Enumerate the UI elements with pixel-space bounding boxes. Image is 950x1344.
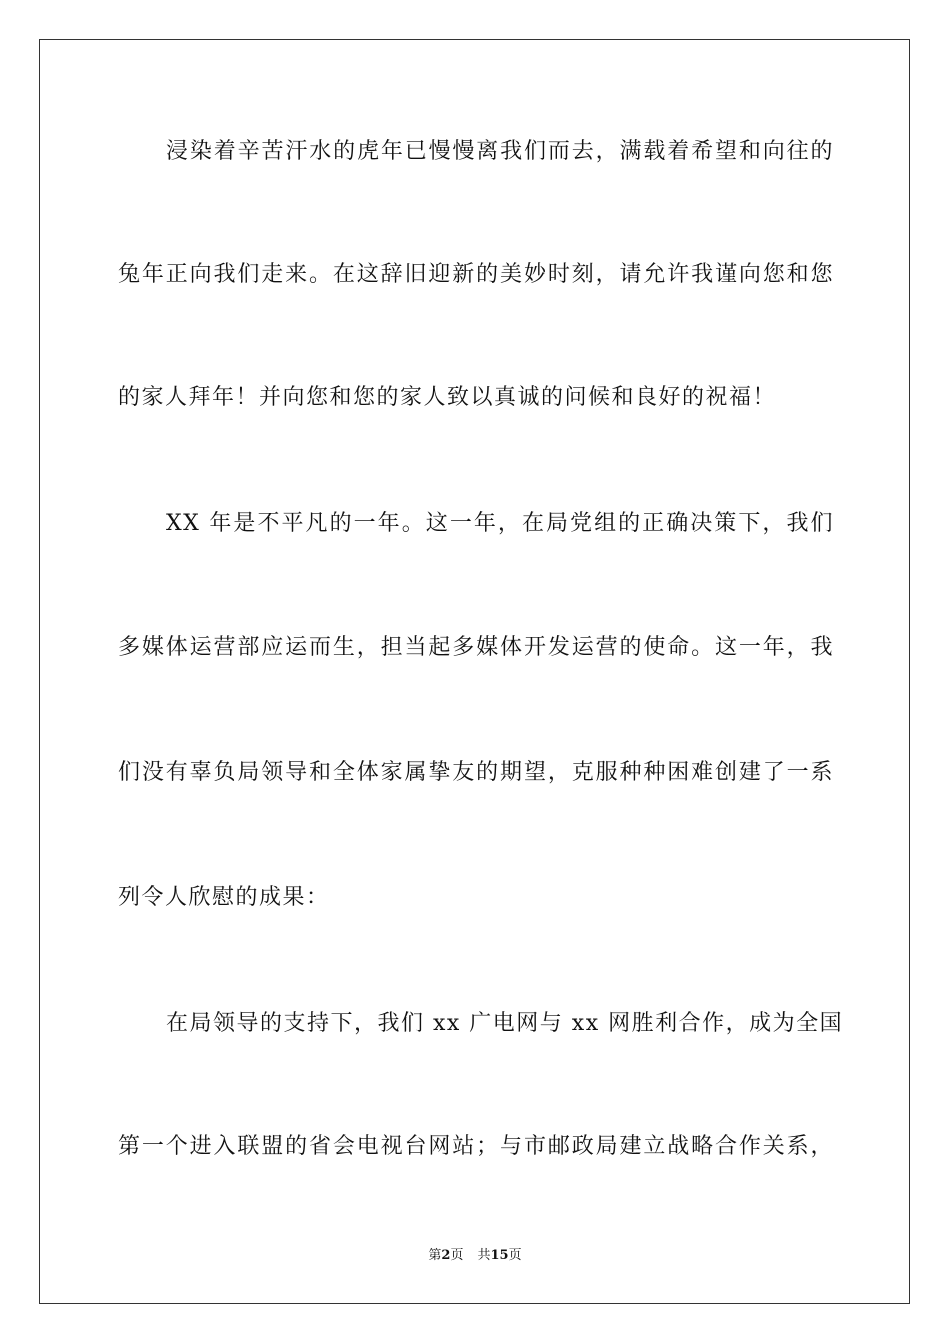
paragraph-line: 在局领导的支持下，我们 xx 广电网与 xx 网胜利合作，成为全国 bbox=[166, 1011, 844, 1036]
page-footer bbox=[0, 1247, 950, 1265]
paragraph-line: 的家人拜年！并向您和您的家人致以真诚的问候和良好的祝福！ bbox=[118, 385, 777, 410]
paragraph-line: 多媒体运营部应运而生，担当起多媒体开发运营的使命。这一年，我 bbox=[118, 635, 834, 660]
paragraph-line: 第一个进入联盟的省会电视台网站；与市邮政局建立战略合作关系， bbox=[118, 1134, 834, 1159]
paragraph-line: 列令人欣慰的成果： bbox=[118, 885, 330, 910]
footer-total-suffix: 页 bbox=[508, 1248, 522, 1263]
paragraph-line: 浸染着辛苦汗水的虎年已慢慢离我们而去，满载着希望和向往的 bbox=[166, 139, 834, 164]
footer-total-prefix: 共 bbox=[477, 1248, 491, 1263]
page-border bbox=[39, 39, 910, 1304]
paragraph-line: 兔年正向我们走来。在这辞旧迎新的美妙时刻，请允许我谨向您和您 bbox=[118, 262, 834, 287]
paragraph-line: 们没有辜负局领导和全体家属挚友的期望，克服种种困难创建了一系 bbox=[118, 760, 834, 785]
footer-page-suffix: 页 bbox=[450, 1248, 464, 1263]
footer-total-pages: 15 bbox=[490, 1248, 509, 1263]
paragraph-line: XX 年是不平凡的一年。这一年，在局党组的正确决策下，我们 bbox=[166, 511, 834, 536]
footer-page-prefix: 第 bbox=[428, 1248, 442, 1263]
footer-page-number: 2 bbox=[441, 1248, 451, 1263]
